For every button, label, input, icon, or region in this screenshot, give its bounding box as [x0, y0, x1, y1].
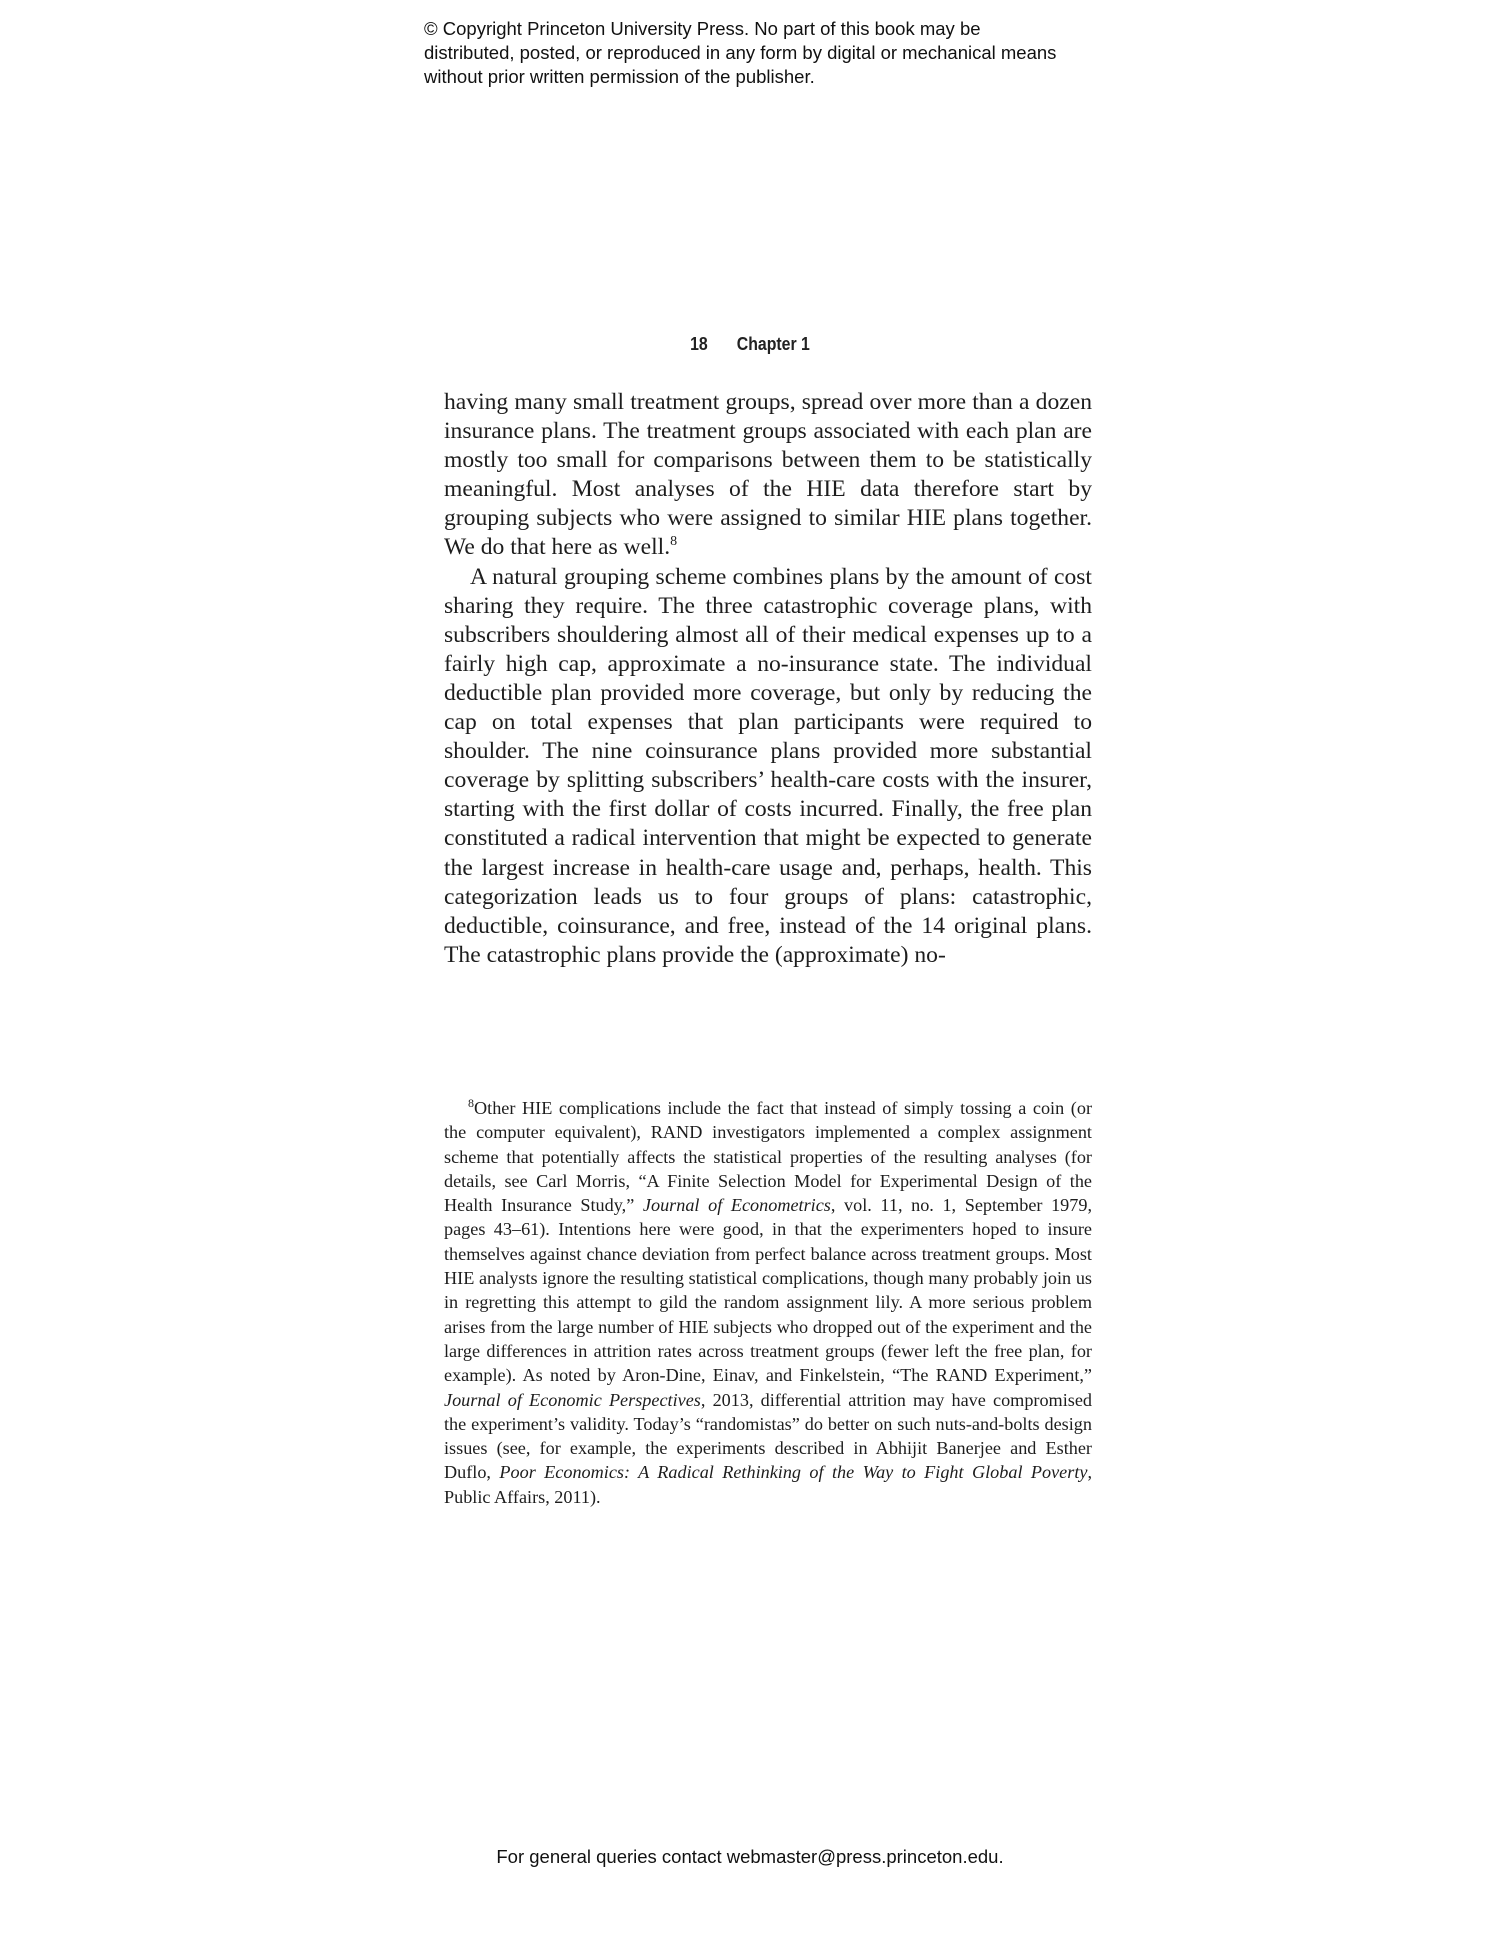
journal-title: Journal of Econometrics — [642, 1195, 831, 1216]
footnote-number: 8 — [468, 1095, 474, 1110]
paragraph — [444, 563, 1092, 970]
chapter-title: Chapter 1 — [736, 334, 810, 354]
copyright-notice: © Copyright Princeton University Press. No part of this book may be distributed, posted, or reproduced in any form by digital or mechanical means without prior written permission of the publisher. — [424, 18, 1057, 87]
footnote-text: , Public Affairs, 2011). — [444, 1462, 1092, 1507]
book-title: Poor Economics: A Radical Rethinking of the Way to Fight Global Poverty — [499, 1462, 1088, 1483]
footnote-text: Other HIE complications include the fact that instead of simply tossing a coin (or the computer equivalent), RAND investigators implemented a complex assignment scheme that potentially affects the statistical properties of the resulting analyses (for details, see Carl Morris, “A Finite Selection Model for Experimental Design of the Health Insurance Study,” — [444, 1098, 1092, 1216]
body-text — [444, 388, 1092, 970]
journal-title: Journal of Economic Perspectives — [444, 1389, 701, 1410]
footnote-text: , 2013, differential attrition may have compromised the experiment’s validity. Today’s “randomistas” do better on such nuts-and-bolts design issues (see, for example, the experiments described in Abhijit Banerjee and Esther Duflo, — [444, 1389, 1093, 1483]
paragraph-text: having many small treatment groups, spread over more than a dozen insurance plans. The treatment groups associated with each plan are mostly too small for comparisons between them to be statistically meaningful. Most analyses of the HIE data therefore start by grouping subjects who were assigned to similar HIE plans together. We do that here as well. — [444, 389, 1092, 561]
page-number: 18 — [690, 334, 708, 354]
footnote-text: , vol. 11, no. 1, September 1979, pages 43–61). Intentions here were good, in that the experimenters hoped to insure themselves against chance deviation from perfect balance across treatment groups. Most HIE analysts ignore the resulting statistical complications, though many probably join us in regretting this attempt to gild the random assignment lily. A more serious problem arises from the large number of HIE subjects who dropped out of the experiment and the large differences in attrition rates across treatment groups (fewer left the free plan, for example). As noted by Aron-Dine, Einav, and Finkelstein, “The RAND Experiment,” — [444, 1195, 1093, 1386]
paragraph-text: A natural grouping scheme combines plans by the amount of cost sharing they require. The three catastrophic coverage plans, with subscribers shouldering almost all of their medical expenses up to a fairly high cap, approximate a no-insurance state. The individual deductible plan provided more coverage, but only by reducing the cap on total expenses that plan participants were required to shoulder. The nine coinsurance plans provided more substantial coverage by splitting subscribers’ health-care costs with the insurer, starting with the first dollar of costs incurred. Finally, the free plan constituted a radical intervention that might be expected to generate the largest increase in health-care usage and, perhaps, health. This categorization leads us to four groups of plans: catastrophic, deductible, coinsurance, and free, instead of the 14 original plans. The catastrophic plans provide the (approximate) no- — [444, 563, 1092, 968]
footnote-paragraph — [444, 1096, 1092, 1509]
footnote-reference[interactable]: 8 — [670, 534, 678, 550]
footer-contact: For general queries contact webmaster@press.princeton.edu. — [496, 1846, 1004, 1867]
footnote — [444, 1096, 1092, 1509]
running-head — [90, 334, 1410, 355]
paragraph — [444, 388, 1092, 563]
